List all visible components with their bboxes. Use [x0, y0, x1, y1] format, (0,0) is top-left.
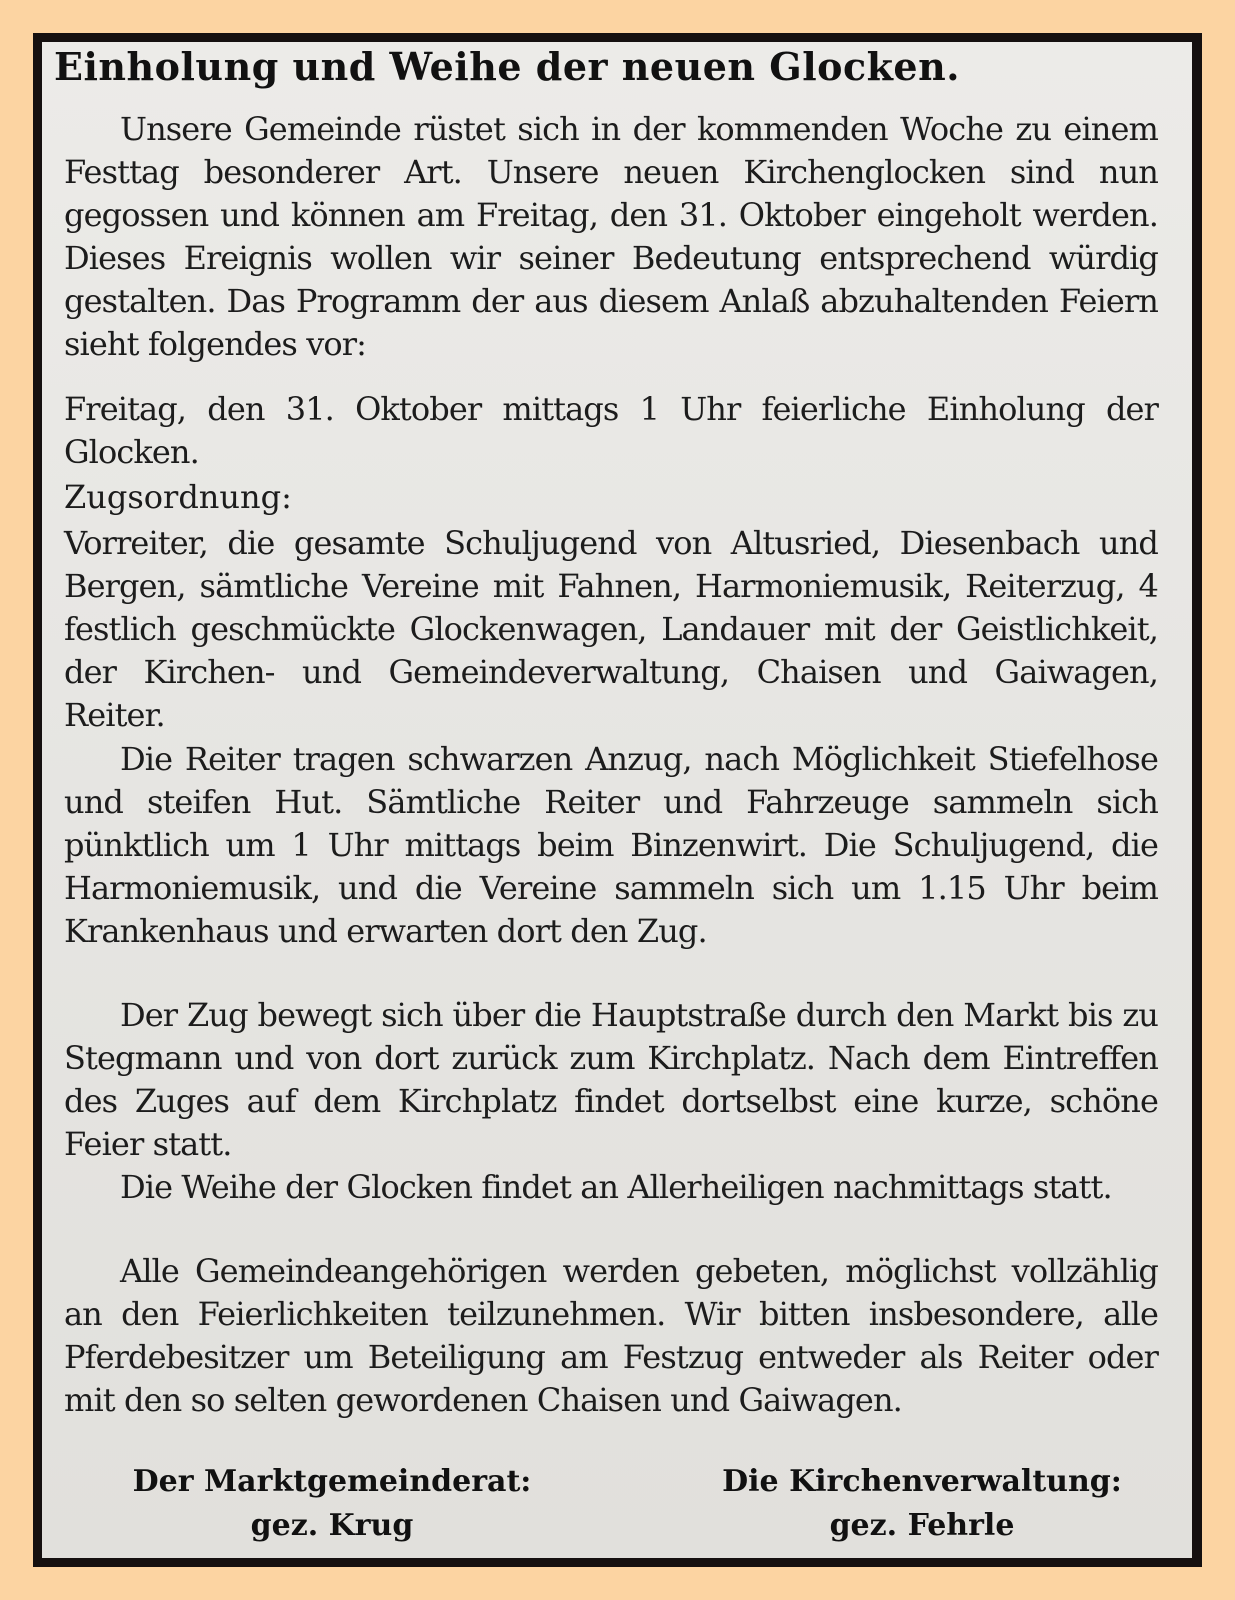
newspaper-clipping: [42, 42, 1192, 1558]
signature-marktgemeinderat: [92, 1460, 572, 1548]
signature-org-left: Der Marktgemeinderat:: [132, 1464, 532, 1499]
zugsordnung-list: Vorreiter, die gesamte Schuljugend von Altusried, Diesenbach und Bergen, sämtliche Vereine mit Fahnen, Harmoniemusik, Reiterzug, 4 festlich geschmückte Glockenwagen, Landauer mit der Geistlichkeit, der Kirchen- und Gemeindeverwaltung, Chaisen und Gaiwagen, Reiter.: [64, 524, 1158, 734]
signature-name-left: gez. Krug: [250, 1508, 414, 1543]
signature-kirchenverwaltung: [682, 1460, 1162, 1548]
friday-paragraph: Freitag, den 31. Oktober mittags 1 Uhr feierliche Einholung der Glocken.: [64, 390, 1158, 471]
route-paragraph: Der Zug bewegt sich über die Hauptstraße durch den Markt bis zu Stegmann und von dort zurück zum Kirchplatz. Nach dem Eintreffen des Zuges auf dem Kirchplatz findet dortselbst eine kurze, schöne Feier statt.: [64, 996, 1158, 1163]
intro-paragraph: Unsere Gemeinde rüstet sich in der kommenden Woche zu einem Festtag besonderer Art. Unsere neuen Kirchenglocken sind nun gegossen und können am Freitag, den 31. Oktober eingeholt werden. Dieses Ereignis wollen wir seiner Bedeutung entsprechend würdig gestalten. Das Programm der aus diesem Anlaß abzuhaltenden Feiern sieht folgendes vor:: [64, 110, 1158, 363]
weihe-paragraph: Die Weihe der Glocken findet an Allerheiligen nachmittags statt.: [120, 1168, 1112, 1206]
zugsordnung-heading: Zugsordnung:: [64, 478, 292, 516]
signature-name-right: gez. Fehrle: [829, 1508, 1015, 1543]
article-title: Einholung und Weihe der neuen Glocken.: [54, 44, 960, 89]
signature-org-right: Die Kirchenverwaltung:: [722, 1464, 1122, 1499]
appeal-paragraph: Alle Gemeindeangehörigen werden gebeten, möglichst vollzählig an den Feierlichkeiten teilzunehmen. Wir bitten insbesondere, alle Pferdebesitzer um Beteiligung am Festzug entweder als Reiter oder mit den so selten gewordenen Chaisen und Gaiwagen.: [64, 1252, 1158, 1419]
reiter-paragraph: Die Reiter tragen schwarzen Anzug, nach Möglichkeit Stiefelhose und steifen Hut. Sämtliche Reiter und Fahrzeuge sammeln sich pünktlich um 1 Uhr mittags beim Binzenwirt. Die Schuljugend, die Harmoniemusik, und die Vereine sammeln sich um 1.15 Uhr beim Krankenhaus und erwarten dort den Zug.: [64, 740, 1158, 950]
